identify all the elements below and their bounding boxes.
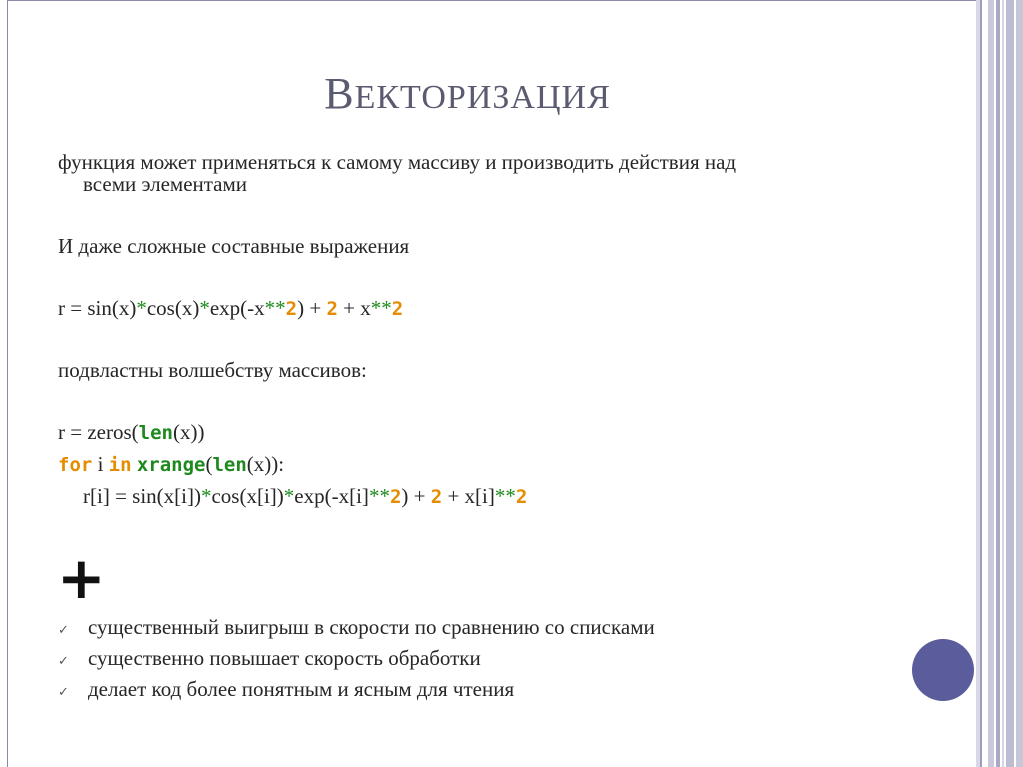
code-body-line: r[i] = sin(x[i])*cos(x[i])*exp(-x[i]**2) + 2 + x[i]**2 <box>83 484 528 508</box>
decorative-stripes <box>976 0 1023 767</box>
code-for-line: for i in xrange(len(x)): <box>58 452 285 476</box>
intro-line-1: функция может применяться к самому массиву и производить действия над <box>58 150 737 174</box>
complex-expr-text: И даже сложные составные выражения <box>58 234 410 258</box>
plus-sign: + <box>57 544 106 612</box>
expression-line: r = sin(x)*cos(x)*exp(-x**2) + 2 + x**2 <box>58 296 404 320</box>
check-icon: ✓ <box>58 623 69 638</box>
code-zeros-line: r = zeros(len(x)) <box>58 420 205 444</box>
magic-text: подвластны волшебству массивов: <box>58 358 367 382</box>
check-icon: ✓ <box>58 654 69 669</box>
frame-top-border <box>7 0 980 1</box>
slide-title: ВЕКТОРИЗАЦИЯ <box>324 69 611 118</box>
check-icon: ✓ <box>58 685 69 700</box>
decorative-circle <box>912 639 974 701</box>
intro-line-2: всеми элементами <box>83 172 248 196</box>
